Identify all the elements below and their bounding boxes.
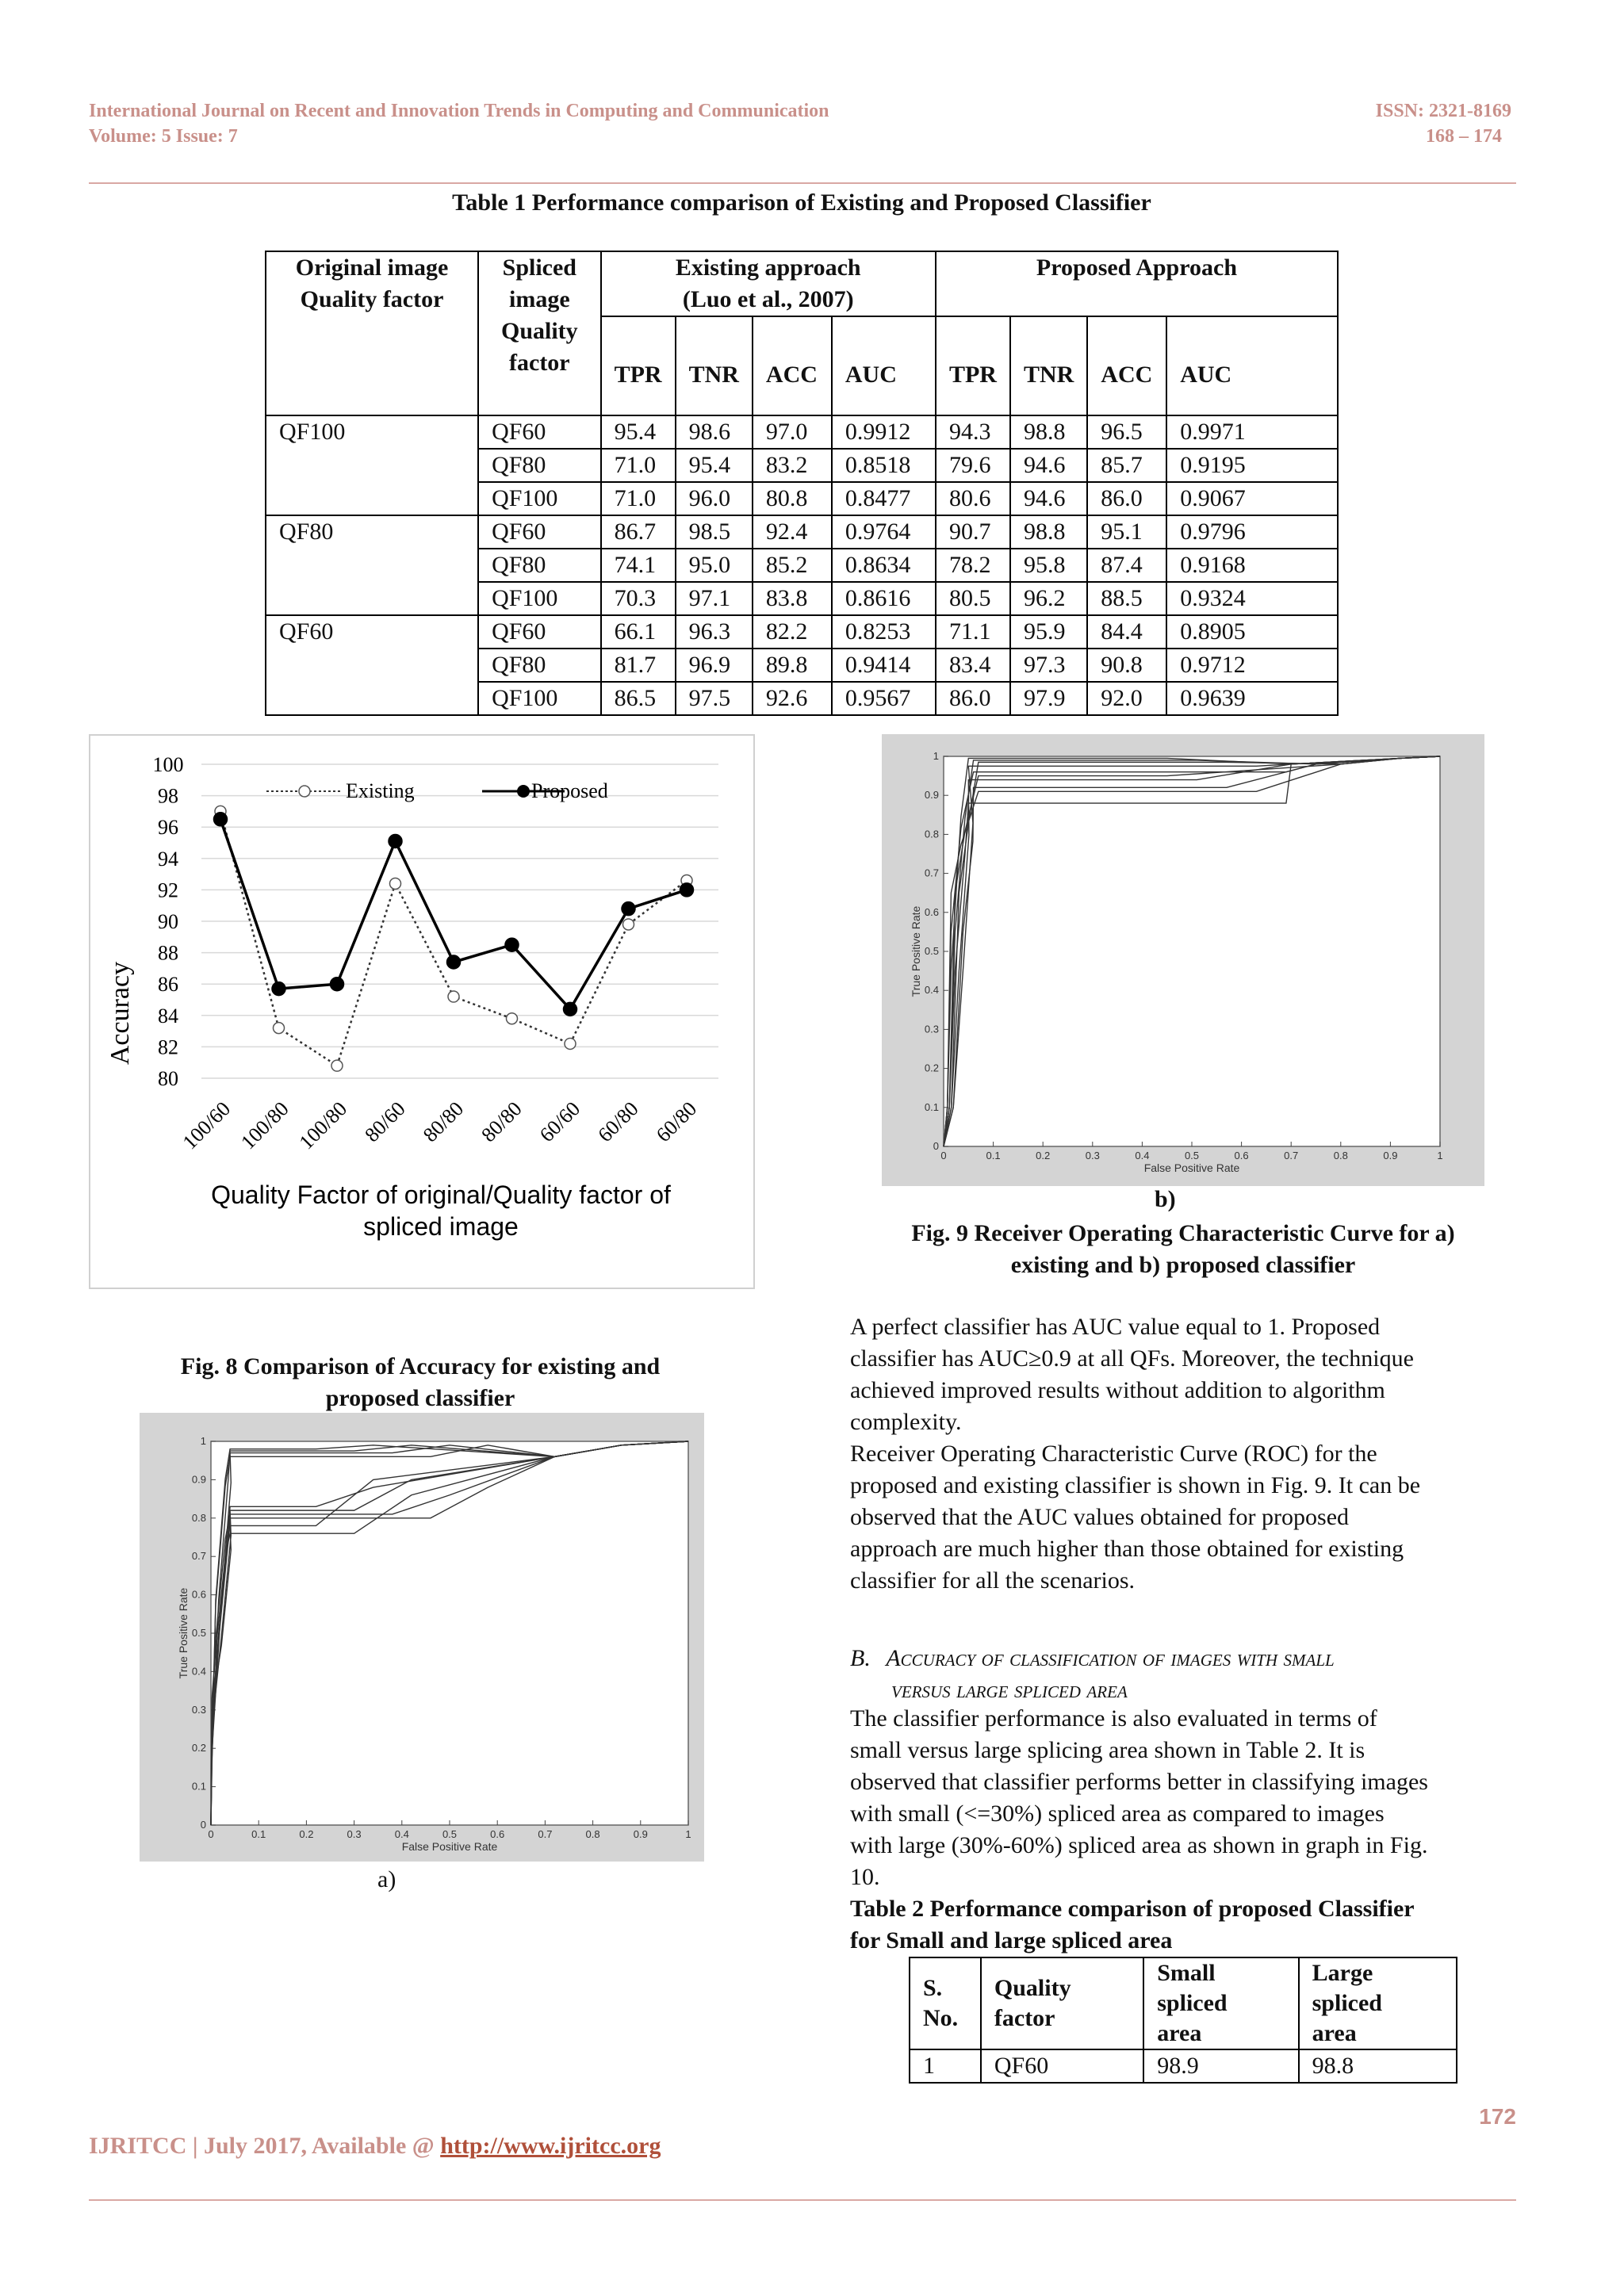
point-existing [507, 1013, 518, 1024]
para2-line: classifier for all the scenarios. [850, 1567, 1136, 1594]
table1-cell: 87.4 [1087, 549, 1166, 582]
roc-y-tick-label: 0.2 [924, 1062, 939, 1074]
table1-cell-orig [266, 482, 478, 515]
table2-cell: 98.8 [1299, 2049, 1457, 2083]
table2-caption [850, 1893, 1415, 1957]
table1-cell: 0.8477 [832, 482, 936, 515]
table1-cell: 86.7 [601, 515, 676, 549]
table1-header-spliced-line1: Spliced [502, 254, 576, 281]
table1-cell: 0.9168 [1166, 549, 1338, 582]
issn: ISSN: 2321-8169 [1375, 101, 1511, 121]
table1-cell: 82.2 [753, 615, 832, 649]
table1-cell: 80.5 [936, 582, 1010, 615]
roc-x-tick-label: 0.5 [442, 1828, 458, 1840]
point-proposed [564, 1002, 577, 1016]
table1-cell-orig [266, 649, 478, 682]
point-existing [274, 1023, 285, 1034]
roc-axes [211, 1441, 688, 1825]
table1-cell: 90.8 [1087, 649, 1166, 682]
para3-line: with small (<=30%) spliced area as compared to images [850, 1800, 1385, 1827]
section-b-title-line2: versus large spliced area [891, 1677, 1128, 1703]
table1-header-existing [601, 251, 936, 316]
table1-cell: 94.6 [1010, 482, 1087, 515]
para2-line: Receiver Operating Characteristic Curve (ROC) for the [850, 1441, 1377, 1467]
table1-cell: 66.1 [601, 615, 676, 649]
roc-x-tick-label: 0.9 [1383, 1150, 1398, 1161]
table1-cell: 96.2 [1010, 582, 1087, 615]
table1-cell: 92.6 [753, 682, 832, 715]
table1-cell: 97.5 [676, 682, 753, 715]
roc-x-tick-label: 0.3 [1085, 1150, 1100, 1161]
table1-header-spliced-line3: Quality [500, 318, 578, 344]
roc-x-tick-label: 0.8 [1333, 1150, 1348, 1161]
table1-header-orig-line1: Original image [295, 254, 449, 281]
roc-y-tick-label: 1 [933, 750, 939, 762]
x-tick-label: 80/80 [477, 1096, 527, 1147]
y-tick-label: 88 [158, 941, 178, 965]
roc-a-label: a) [377, 1866, 396, 1892]
paragraph-auc [850, 1311, 1516, 1438]
table1-header-orig-line2: Quality factor [300, 286, 444, 312]
table1-cell: 90.7 [936, 515, 1010, 549]
point-proposed [331, 978, 344, 991]
para3-line: The classifier performance is also evaluated in terms of [850, 1705, 1377, 1732]
header-rule [89, 182, 1516, 184]
table2-header-large-line1: Large [1312, 1960, 1373, 1986]
accuracy-chart-frame [89, 734, 755, 1289]
table1-cell: 95.0 [676, 549, 753, 582]
legend-existing-label: Existing [346, 779, 415, 802]
table2-header-sno [910, 1957, 981, 2049]
point-existing [390, 878, 401, 889]
table1-cell: 80.8 [753, 482, 832, 515]
roc-x-tick-label: 0.2 [1036, 1150, 1051, 1161]
point-proposed [447, 955, 461, 969]
table1-metric: ACC [1087, 316, 1166, 415]
point-proposed [389, 835, 402, 848]
accuracy-chart [90, 736, 753, 1288]
para1-line: complexity. [850, 1409, 962, 1435]
table1-row [266, 615, 1338, 649]
table1-cell: 88.5 [1087, 582, 1166, 615]
roc-x-tick-label: 1 [685, 1828, 691, 1840]
table1-cell: 84.4 [1087, 615, 1166, 649]
y-tick-label: 98 [158, 784, 178, 808]
table1-cell: QF80 [478, 449, 601, 482]
y-tick-label: 94 [158, 847, 178, 871]
table1-metric: AUC [1166, 316, 1338, 415]
table1-cell: 78.2 [936, 549, 1010, 582]
roc-axes [944, 756, 1440, 1146]
footer-text [89, 2133, 661, 2160]
x-tick-label: 100/80 [294, 1096, 352, 1154]
footer-rule [89, 2199, 1516, 2201]
fig8-caption [89, 1351, 752, 1414]
para3-line: 10. [850, 1864, 880, 1890]
table1-row [266, 515, 1338, 549]
table1-cell: 85.2 [753, 549, 832, 582]
table1-metric: TPR [936, 316, 1010, 415]
roc-x-tick-label: 0 [208, 1828, 214, 1840]
table2-header-small [1143, 1957, 1298, 2049]
table1-cell: 0.9414 [832, 649, 936, 682]
table2-header-qf-line2: factor [994, 2005, 1055, 2031]
para2-line: approach are much higher than those obtained for existing [850, 1536, 1404, 1562]
roc-x-tick-label: 1 [1437, 1150, 1443, 1161]
table1-cell: 81.7 [601, 649, 676, 682]
table1-cell: 70.3 [601, 582, 676, 615]
table1-cell: 71.0 [601, 482, 676, 515]
footer-availability: IJRITCC | July 2017, Available @ [89, 2133, 441, 2159]
roc-x-tick-label: 0.6 [490, 1828, 505, 1840]
table1-cell: 95.1 [1087, 515, 1166, 549]
roc-y-tick-label: 0 [200, 1819, 206, 1831]
table1-cell: 0.9971 [1166, 415, 1338, 449]
x-tick-label: 60/60 [534, 1096, 585, 1147]
table1-cell: 96.3 [676, 615, 753, 649]
section-b-letter: B. [850, 1645, 871, 1671]
x-tick-label: 100/80 [236, 1096, 293, 1154]
table1-caption: Table 1 Performance comparison of Existing and Proposed Classifier [452, 189, 1151, 216]
roc-y-label: True Positive Rate [910, 905, 922, 997]
table2-cell: 98.9 [1143, 2049, 1298, 2083]
table1-cell: 94.6 [1010, 449, 1087, 482]
roc-y-tick-label: 0.8 [924, 828, 939, 840]
table1-cell: QF100 [478, 482, 601, 515]
table1-cell: 0.9067 [1166, 482, 1338, 515]
table1-header-spliced-line4: factor [509, 350, 570, 376]
para3-line: with large (30%-60%) spliced area as shown in graph in Fig. [850, 1832, 1428, 1858]
para2-line: proposed and existing classifier is shown in Fig. 9. It can be [850, 1472, 1421, 1498]
table1-cell: QF80 [478, 549, 601, 582]
table1-cell: 0.8905 [1166, 615, 1338, 649]
table1-cell: 0.9796 [1166, 515, 1338, 549]
table1-row [266, 582, 1338, 615]
table1-cell-orig [266, 549, 478, 582]
point-existing [331, 1060, 343, 1071]
x-tick-label: 60/80 [593, 1096, 643, 1147]
legend-proposed-marker [517, 785, 530, 798]
roc-x-tick-label: 0.1 [986, 1150, 1001, 1161]
table1-header-spliced [478, 251, 601, 415]
roc-x-tick-label: 0.3 [347, 1828, 362, 1840]
roc-y-tick-label: 0.8 [191, 1511, 206, 1524]
table1-cell: 83.8 [753, 582, 832, 615]
legend-proposed-label: Proposed [531, 779, 608, 802]
table1-cell: 85.7 [1087, 449, 1166, 482]
roc-x-tick-label: 0.2 [299, 1828, 314, 1840]
x-axis-label-line2: spliced image [363, 1212, 519, 1241]
table1-cell: 98.8 [1010, 515, 1087, 549]
table1-body [266, 415, 1338, 715]
table1-cell: 97.0 [753, 415, 832, 449]
roc-y-tick-label: 0.2 [191, 1742, 206, 1755]
footer-url-link[interactable]: http://www.ijritcc.org [440, 2133, 661, 2159]
roc-plot-proposed [882, 734, 1484, 1186]
table1-cell-orig [266, 449, 478, 482]
table1-metric: ACC [753, 316, 832, 415]
table2-header-small-line2: spliced [1157, 1990, 1228, 2016]
table1-header-proposed: Proposed Approach [936, 251, 1338, 316]
table1-metric: TNR [676, 316, 753, 415]
x-tick-label: 100/60 [178, 1096, 236, 1154]
table1-cell-orig: QF100 [266, 415, 478, 449]
roc-y-tick-label: 0.5 [924, 945, 939, 957]
roc-plot-existing [140, 1413, 704, 1862]
table2-cell: QF60 [981, 2049, 1143, 2083]
roc-y-tick-label: 0.5 [191, 1627, 206, 1639]
point-existing [623, 919, 634, 930]
table1-cell: 96.0 [676, 482, 753, 515]
table1-cell: 96.9 [676, 649, 753, 682]
roc-y-tick-label: 1 [200, 1435, 206, 1447]
table1-cell: 0.8634 [832, 549, 936, 582]
table1-cell: 97.3 [1010, 649, 1087, 682]
roc-svg [140, 1413, 704, 1862]
table1-cell-orig [266, 582, 478, 615]
roc-y-tick-label: 0.6 [924, 905, 939, 918]
table1-cell: 0.9764 [832, 515, 936, 549]
para1-line: A perfect classifier has AUC value equal to 1. Proposed [850, 1314, 1381, 1340]
roc-x-tick-label: 0.5 [1184, 1150, 1200, 1161]
para2-line: observed that the AUC values obtained for proposed [850, 1504, 1350, 1530]
table1-row [266, 649, 1338, 682]
table1-row [266, 449, 1338, 482]
table2 [909, 1957, 1457, 2084]
table1-cell: 86.5 [601, 682, 676, 715]
series-line-existing [220, 811, 687, 1066]
table1-cell: 79.6 [936, 449, 1010, 482]
roc-x-tick-label: 0.4 [1135, 1150, 1150, 1161]
roc-y-tick-label: 0.1 [924, 1100, 939, 1113]
y-tick-label: 92 [158, 878, 178, 902]
table1-cell: 0.8616 [832, 582, 936, 615]
table1-cell: QF60 [478, 415, 601, 449]
point-existing [565, 1038, 576, 1049]
table2-header-small-line3: area [1157, 2020, 1202, 2046]
table2-cell: 1 [910, 2049, 981, 2083]
table1-row [266, 415, 1338, 449]
table2-header-qf [981, 1957, 1143, 2049]
roc-x-tick-label: 0.8 [585, 1828, 600, 1840]
table1-cell: 83.4 [936, 649, 1010, 682]
roc-x-tick-label: 0.7 [1284, 1150, 1299, 1161]
fig8-caption-line1: Fig. 8 Comparison of Accuracy for existing and [180, 1353, 661, 1380]
table1-cell: 74.1 [601, 549, 676, 582]
para3-line: small versus large splicing area shown in Table 2. It is [850, 1737, 1365, 1763]
table1-cell: 86.0 [936, 682, 1010, 715]
table1-metric: TPR [601, 316, 676, 415]
roc-y-tick-label: 0.7 [191, 1550, 206, 1563]
x-tick-label: 80/80 [418, 1096, 469, 1147]
table1-header-orig-spacer [266, 316, 478, 415]
y-tick-label: 84 [158, 1004, 178, 1027]
roc-y-tick-label: 0.4 [191, 1665, 206, 1678]
table1-header-orig [266, 251, 478, 316]
roc-svg [882, 734, 1484, 1186]
table1-cell: QF60 [478, 515, 601, 549]
paragraph-roc [850, 1438, 1516, 1597]
roc-y-tick-label: 0.1 [191, 1780, 206, 1793]
roc-y-tick-label: 0.9 [191, 1473, 206, 1486]
table2-caption-line2: for Small and large spliced area [850, 1927, 1173, 1954]
table2-header-qf-line1: Quality [994, 1975, 1071, 2001]
section-b-title-line1: Accuracy of classification of images with small [886, 1645, 1335, 1671]
table1-cell: 0.8253 [832, 615, 936, 649]
table2-header-large-line2: spliced [1312, 1990, 1382, 2016]
table1-header-spliced-line2: image [509, 286, 570, 312]
table1-cell: 95.9 [1010, 615, 1087, 649]
y-tick-label: 80 [158, 1067, 178, 1090]
table2-row [910, 2049, 1457, 2083]
y-axis-label: Accuracy [105, 961, 135, 1066]
table1-cell: 83.2 [753, 449, 832, 482]
section-b-heading [850, 1643, 1516, 1706]
roc-y-tick-label: 0.9 [924, 789, 939, 802]
roc-y-tick-label: 0.7 [924, 867, 939, 879]
table1-cell: QF80 [478, 649, 601, 682]
table2-caption-line1: Table 2 Performance comparison of proposed Classifier [850, 1896, 1415, 1922]
table1-cell: 97.9 [1010, 682, 1087, 715]
point-proposed [505, 938, 519, 951]
x-tick-label: 80/60 [360, 1096, 410, 1147]
table1-cell: 89.8 [753, 649, 832, 682]
point-proposed [272, 982, 285, 996]
table1-cell: QF60 [478, 615, 601, 649]
journal-title: International Journal on Recent and Innovation Trends in Computing and Communication [89, 101, 829, 121]
table1-row [266, 482, 1338, 515]
fig8-caption-line2: proposed classifier [325, 1385, 515, 1411]
table1-cell-orig [266, 682, 478, 715]
table1-cell: 0.9639 [1166, 682, 1338, 715]
table1-cell: 98.5 [676, 515, 753, 549]
point-proposed [214, 813, 228, 826]
table2-header-small-line1: Small [1157, 1960, 1216, 1986]
table2-header-large [1299, 1957, 1457, 2049]
y-tick-label: 86 [158, 973, 178, 997]
table1-cell: 71.0 [601, 449, 676, 482]
roc-y-tick-label: 0.3 [191, 1703, 206, 1716]
table1-header-existing-line1: Existing approach [675, 254, 861, 281]
point-proposed [680, 883, 694, 897]
paragraph-small-large [850, 1703, 1516, 1893]
table1-cell: 98.8 [1010, 415, 1087, 449]
fig9-caption-line2: existing and b) proposed classifier [1010, 1252, 1356, 1278]
table1-cell: 0.9712 [1166, 649, 1338, 682]
series-line-proposed [220, 819, 687, 1009]
x-axis-label-line1: Quality Factor of original/Quality factor of [211, 1181, 671, 1209]
roc-x-tick-label: 0.9 [633, 1828, 648, 1840]
table1-cell: 0.8518 [832, 449, 936, 482]
volume-issue: Volume: 5 Issue: 7 [89, 126, 238, 147]
table1-cell-orig: QF60 [266, 615, 478, 649]
table1-cell-orig: QF80 [266, 515, 478, 549]
page-number: 172 [1479, 2104, 1516, 2129]
table1-cell: 92.4 [753, 515, 832, 549]
roc-x-label: False Positive Rate [1143, 1161, 1240, 1174]
table1-cell: 0.9567 [832, 682, 936, 715]
table1-row [266, 549, 1338, 582]
roc-x-label: False Positive Rate [401, 1840, 498, 1853]
table1-cell: 0.9912 [832, 415, 936, 449]
x-tick-label: 60/80 [651, 1096, 702, 1147]
roc-x-tick-label: 0 [940, 1150, 947, 1161]
para1-line: classifier has AUC≥0.9 at all QFs. Moreover, the technique [850, 1345, 1414, 1372]
roc-y-tick-label: 0.6 [191, 1588, 206, 1601]
y-tick-label: 96 [158, 816, 178, 840]
table1-cell: 0.9324 [1166, 582, 1338, 615]
table1-cell: 95.4 [601, 415, 676, 449]
table1-cell: 95.4 [676, 449, 753, 482]
table1-cell: 96.5 [1087, 415, 1166, 449]
roc-b-label: b) [1155, 1186, 1176, 1212]
roc-x-tick-label: 0.7 [538, 1828, 553, 1840]
para3-line: observed that classifier performs better in classifying images [850, 1769, 1428, 1795]
table1-cell: 80.6 [936, 482, 1010, 515]
table1-cell: QF100 [478, 682, 601, 715]
table1-row [266, 682, 1338, 715]
table1-cell: QF100 [478, 582, 601, 615]
table1-cell: 71.1 [936, 615, 1010, 649]
legend-existing-marker [299, 786, 310, 797]
table1-cell: 94.3 [936, 415, 1010, 449]
y-tick-label: 82 [158, 1035, 178, 1059]
page-range: 168 – 174 [1426, 126, 1502, 147]
table1-cell: 92.0 [1087, 682, 1166, 715]
fig9-caption-line1: Fig. 9 Receiver Operating Characteristic Curve for a) [911, 1220, 1455, 1246]
para1-line: achieved improved results without addition to algorithm [850, 1377, 1385, 1403]
roc-x-tick-label: 0.6 [1234, 1150, 1249, 1161]
table1-metric: TNR [1010, 316, 1087, 415]
roc-y-tick-label: 0.3 [924, 1023, 939, 1035]
roc-y-label: True Positive Rate [177, 1587, 190, 1679]
table1-cell: 95.8 [1010, 549, 1087, 582]
table1-metric: AUC [832, 316, 936, 415]
roc-y-tick-label: 0.4 [924, 984, 939, 997]
point-proposed [622, 902, 635, 916]
table1-cell: 0.9195 [1166, 449, 1338, 482]
fig9-caption [850, 1218, 1516, 1281]
roc-y-tick-label: 0 [933, 1140, 939, 1152]
table2-header-sno-line2: No. [923, 2005, 959, 2031]
table1-cell: 98.6 [676, 415, 753, 449]
point-existing [448, 991, 459, 1002]
table1-header-existing-line2: (Luo et al., 2007) [682, 286, 854, 312]
table1 [265, 251, 1339, 716]
table1-cell: 86.0 [1087, 482, 1166, 515]
roc-x-tick-label: 0.4 [394, 1828, 409, 1840]
roc-x-tick-label: 0.1 [251, 1828, 266, 1840]
y-tick-label: 100 [152, 753, 184, 776]
table2-header-sno-line1: S. [923, 1975, 943, 2001]
y-tick-label: 90 [158, 910, 178, 933]
table1-cell: 97.1 [676, 582, 753, 615]
table2-header-large-line3: area [1312, 2020, 1357, 2046]
